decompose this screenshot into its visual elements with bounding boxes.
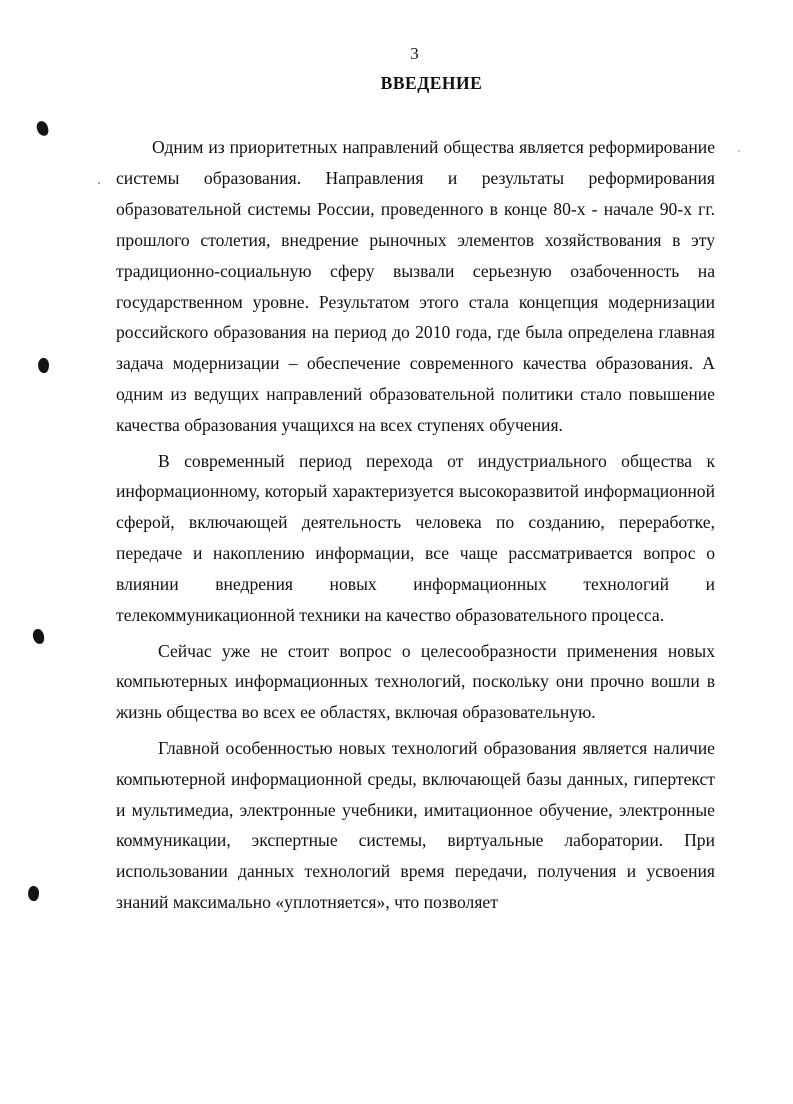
section-heading: ВВЕДЕНИЕ <box>380 73 483 93</box>
body-text <box>116 132 715 923</box>
hole-punch-mark <box>32 628 45 644</box>
page-number: 3 <box>410 44 419 63</box>
paragraph: Одним из приоритетных направлений общества является реформирование системы образования. Направления и результаты реформирования образовательной системы России, проведенного в конце 80-х - начале 90-х гг. прошлого столетия, внедрение рыночных элементов хозяйствования в эту традиционно-социальную сферу вызвали серьезную озабоченность на государственном уровне. Результатом этого стала концепция модернизации российского образования на период до 2010 года, где была определена главная задача модернизации – обеспечение современного качества образования. А одним из ведущих направлений образовательной политики стало повышение качества образования учащихся на всех ступенях обучения. <box>116 137 715 436</box>
paragraph: Главной особенностью новых технологий образования является наличие компьютерной информационной среды, включающей базы данных, гипертекст и мультимедиа, электронные учебники, имитационное обучение, электронные коммуникации, экспертные системы, виртуальные лаборатории. При использовании данных технологий время передачи, получения и усвоения знаний максимально «уплотняется», что позволяет <box>116 737 715 913</box>
hole-punch-mark <box>36 120 50 137</box>
paragraph: Сейчас уже не стоит вопрос о целесообразности применения новых компьютерных информационных технологий, поскольку они прочно вошли в жизнь общества во всех ее областях, включая образовательную. <box>116 640 715 723</box>
hole-punch-mark <box>37 357 50 373</box>
scan-speck <box>98 182 100 184</box>
paragraph: В современный период перехода от индустриального общества к информационному, который характеризуется высокоразвитой информационной сферой, включающей деятельность человека по созданию, переработке, передаче и накоплению информации, все чаще рассматривается вопрос о влиянии внедрения новых информационных технологий и телекоммуникационной техники на качество образовательного процесса. <box>116 450 715 626</box>
scan-speck <box>738 150 740 152</box>
hole-punch-mark <box>27 885 40 902</box>
